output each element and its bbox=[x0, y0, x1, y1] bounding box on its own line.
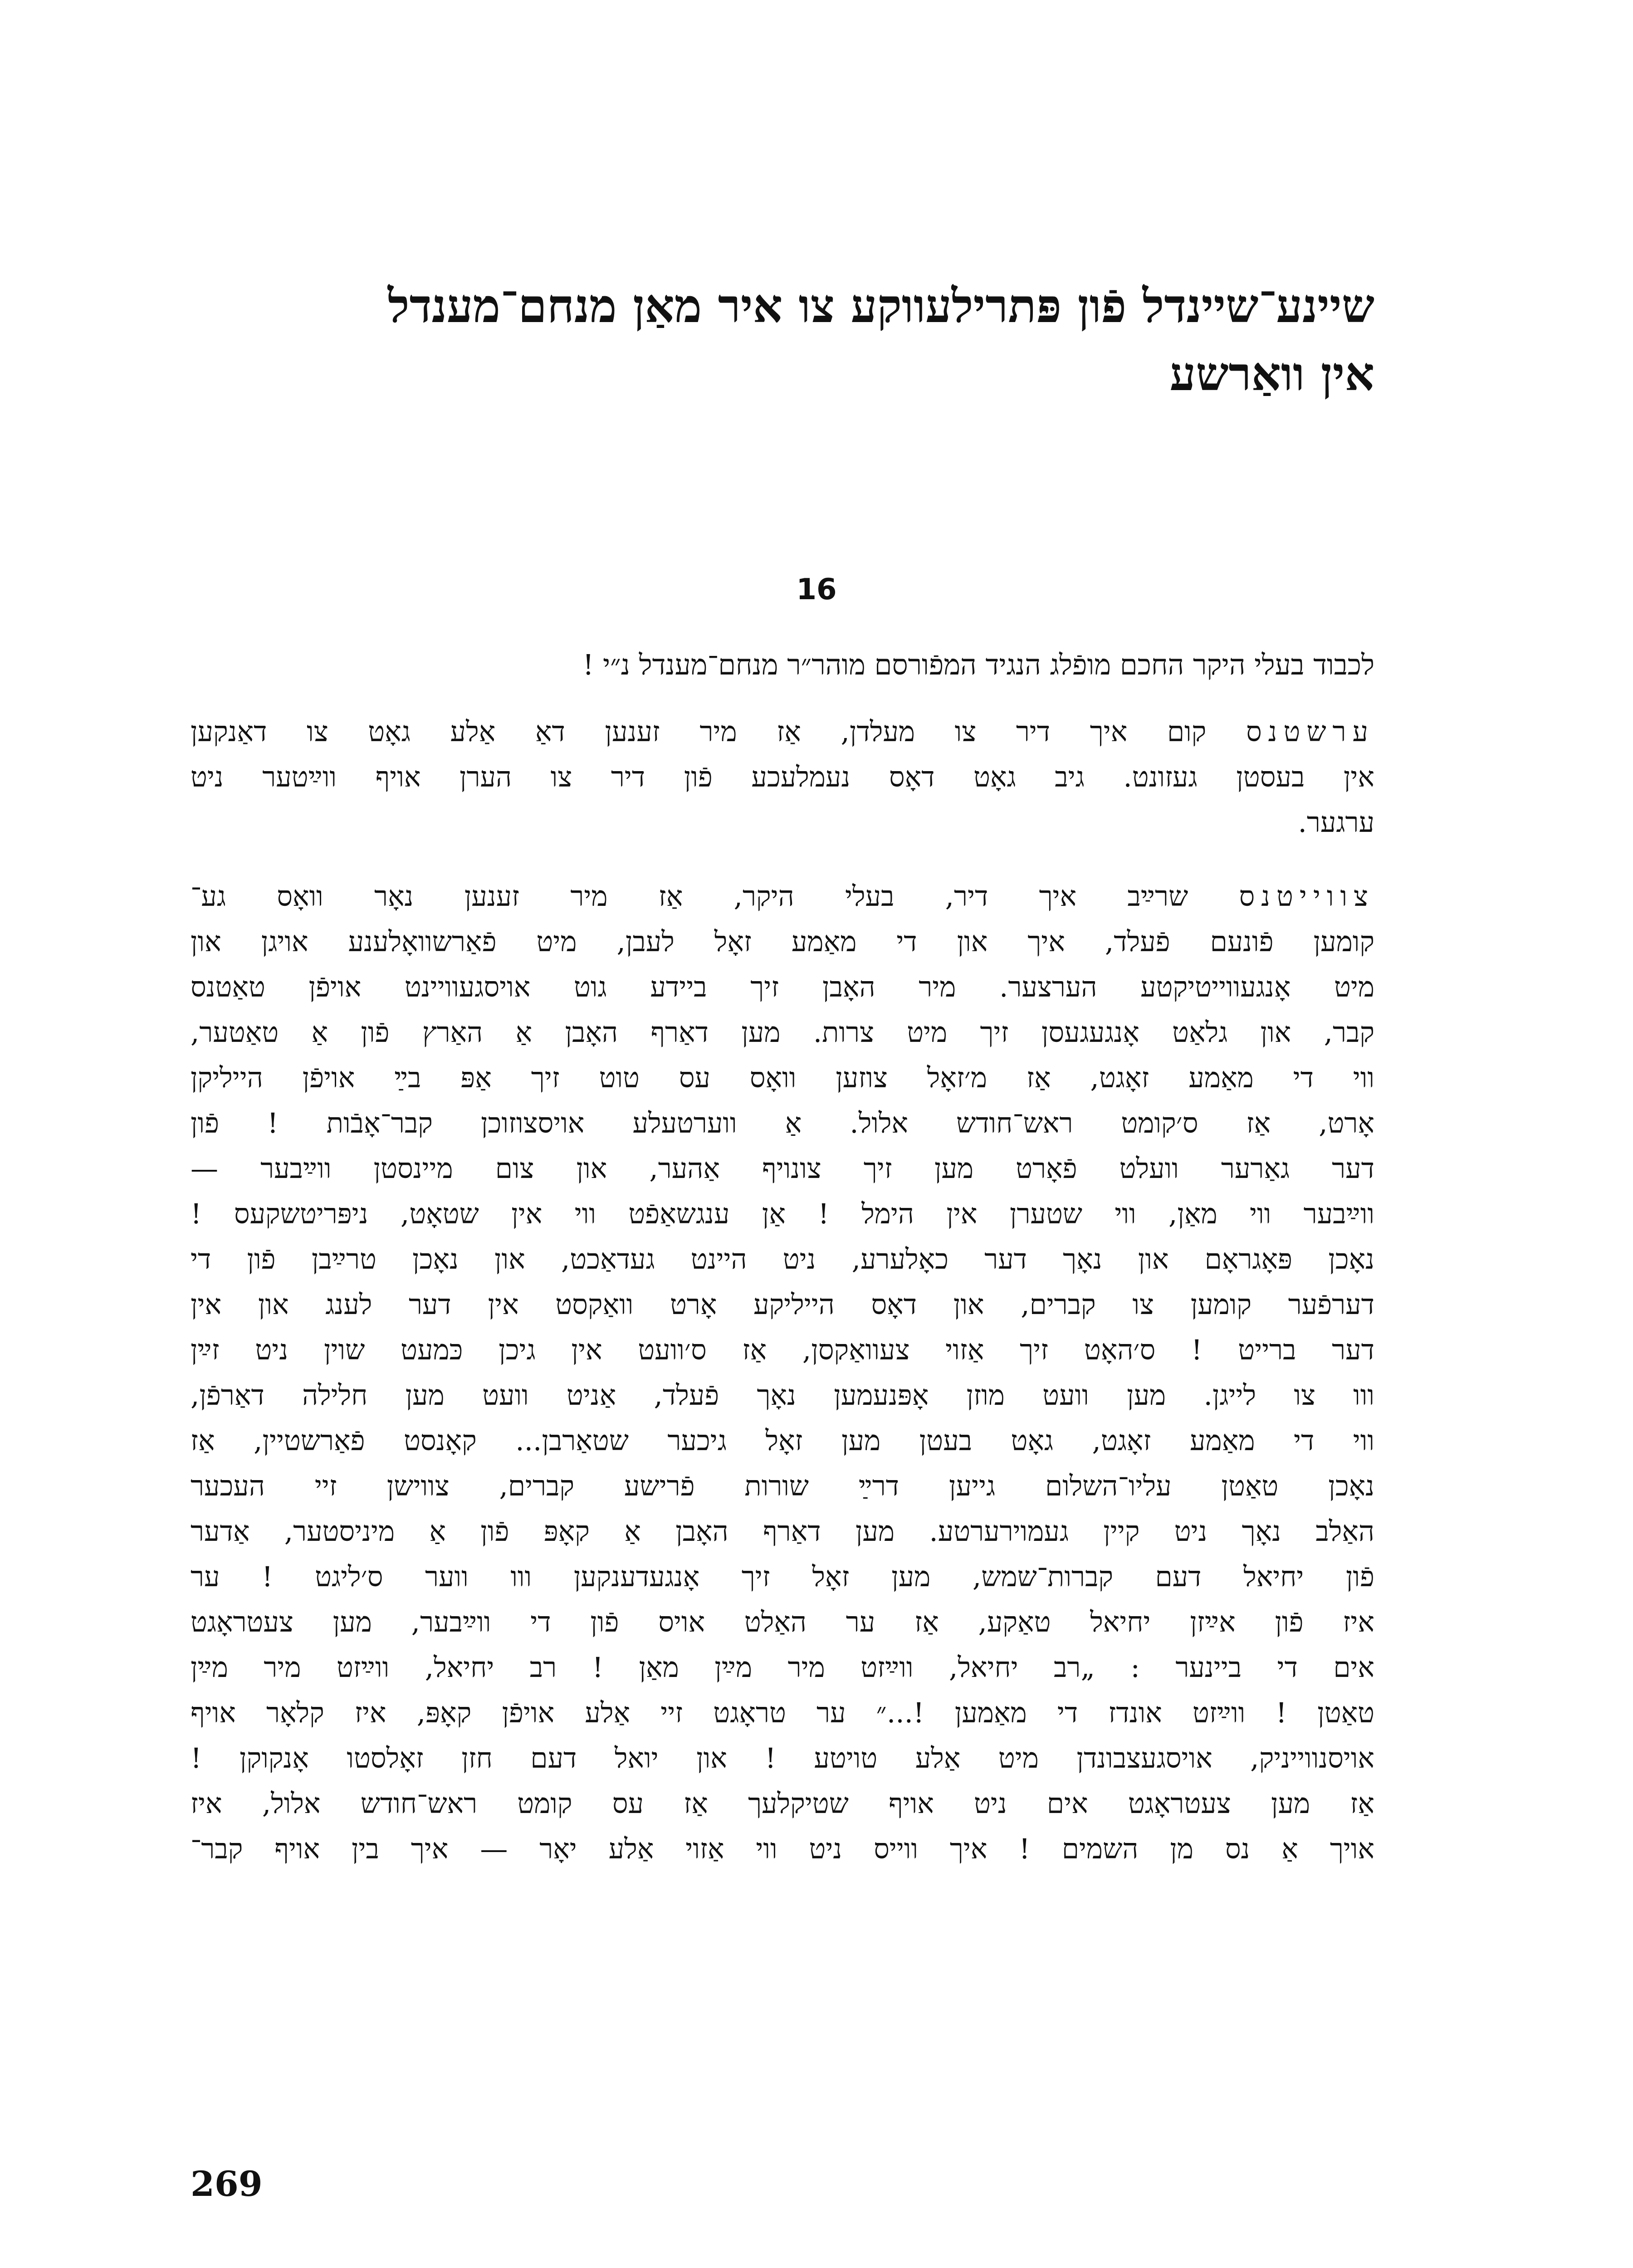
text-line: אים די ביינער : „רב יחיאל, ווײַזט מיר מײַן מאַן ! רב יחיאל, ווײַזט מיר מײַן bbox=[191, 1652, 1374, 1684]
text-line: אויסנווייניק, אויסגעצבונדן מיט אַלע טויטע ! און יואל דעם חזן זאָלסטו אָנקוקן ! bbox=[191, 1742, 1374, 1774]
text-line: נאָכן פּאָגראָם און נאָך דער כאָלערע, ניט היינט געדאַכט, און נאָכן טרײַבן פֿון די bbox=[191, 1243, 1374, 1276]
lead-word: צווייטנס bbox=[1239, 880, 1374, 913]
title-line: אין וואַרשע bbox=[1169, 347, 1374, 401]
text-line: פֿון יחיאל דעם קברות־שמש, מען זאָל זיך אָנגעדענקען ווו ווער ס׳ליגט ! ער bbox=[191, 1561, 1374, 1593]
text-line: ווי די מאַמע זאָגט, אַז מ׳זאָל צוזען וואָס עס טוט זיך אַפּ בײַ אויפֿן הייליקן bbox=[191, 1062, 1374, 1094]
text-line: נאָכן טאַטן עליו־השלום גייען דרײַ שורות פֿרישע קברים, צווישן זיי העכער bbox=[191, 1470, 1374, 1502]
lead-word: ערשטנס bbox=[1246, 716, 1374, 748]
paragraph-second bbox=[191, 874, 1374, 1872]
text-line: דער גאַרער וועלט פֿאָרט מען זיך צונויף אַהער, און צום מיינסטן ווײַבער — bbox=[191, 1153, 1374, 1185]
text-line bbox=[191, 709, 1374, 755]
text-line: אויך אַ נס מן השמים ! איך ווייס ניט ווי אַזוי אַלע יאָר — איך בין אויף קבר־ bbox=[191, 1833, 1374, 1865]
page-number: 269 bbox=[191, 2164, 263, 2204]
text-line: איז פֿון אײַזן יחיאל טאַקע, אַז ער האַלט אויס פֿון די ווײַבער, מען צעטראָגט bbox=[191, 1606, 1374, 1638]
text-line: ווײַבער ווי מאַן, ווי שטערן אין הימל ! אַן ענגשאַפֿט ווי אין שטאָט, ניפּריטשקעס ! bbox=[191, 1198, 1374, 1230]
text-line: אַז מען צעטראָגט אים ניט אויף שטיקלעך אַז עס קומט ראש־חודש אלול, איז bbox=[191, 1788, 1374, 1820]
text-line bbox=[191, 874, 1374, 919]
text-line: אָרט, אַז ס׳קומט ראש־חודש אלול. אַ ווערטעלע אויסצוזוכן קבר־אָבֿות ! פֿון bbox=[191, 1107, 1374, 1139]
text-line: טאַטן ! ווײַזט אונדז די מאַמען !...״ ער טראָגט זיי אַלע אויפֿן קאָפּ, איז קלאָר אויף bbox=[191, 1697, 1374, 1729]
text-line: האַלב נאָך ניט קיין געמוירערטע. מען דאַרף האָבן אַ קאָפּ פֿון אַ מיניסטער, אַדער bbox=[191, 1515, 1374, 1548]
text-line-body: שרײַב איך דיר, בעלי היקר, אַז מיר זענען נאָר וואָס גע־ bbox=[191, 880, 1188, 913]
text-line: דער ברייט ! ס׳האָט זיך אַזוי צעוואַקסן, אַז ס׳וועט אין גיכן כּמעט שוין ניט זײַן bbox=[191, 1334, 1374, 1366]
text-line-body: קום איך דיר צו מעלדן, אַז מיר זענען דאַ אַלע גאָט צו דאַנקען bbox=[191, 716, 1207, 748]
chapter-title bbox=[191, 272, 1374, 408]
text-line: ערגער. bbox=[1298, 807, 1374, 839]
title-line: שיינע־שיינדל פֿון פּתרילעווקע צו איר מאַן מנחם־מענדל bbox=[387, 279, 1374, 333]
text-line: קבר, און גלאַט אָנגעגעסן זיך מיט צרות. מען דאַרף האָבן אַ האַרץ פֿון אַ טאַטער, bbox=[191, 1017, 1374, 1049]
text-line: דערפֿער קומען צו קברים, און דאָס הייליקע אָרט וואַקסט אין דער לענג און אין bbox=[191, 1289, 1374, 1321]
text-line: מיט אָנגעווייטיקטע הערצער. מיר האָבן זיך ביידע גוט אויסגעוויינט אויפֿן טאַטנס bbox=[191, 971, 1374, 1003]
text-line: אין בעסטן געזונט. גיב גאָט דאָס נעמלעכע פֿון דיר צו הערן אויף ווײַטער ניט bbox=[191, 761, 1374, 793]
text-line: ווי די מאַמע זאָגט, גאָט בעטן מען זאָל גיכער שטאַרבן... קאָנסט פֿאַרשטיין, אַז bbox=[191, 1425, 1374, 1457]
text-line: ווו צו לייגן. מען וועט מוזן אָפּנעמען נאָך פֿעלד, אַניט וועט מען חלילה דאַרפֿן, bbox=[191, 1379, 1374, 1412]
letter-number: 16 bbox=[796, 573, 837, 606]
salutation: לכבוד בעלי היקר החכם מופֿלג הנגיד המפֿורסם מוהר״ר מנחם־מענדל נ״י ! bbox=[582, 648, 1374, 681]
text-line: קומען פֿונעם פֿעלד, איך און די מאַמע זאָל לעבן, מיט פֿאַרשוואָלענע אויגן און bbox=[191, 926, 1374, 958]
paragraph-first bbox=[191, 709, 1374, 846]
